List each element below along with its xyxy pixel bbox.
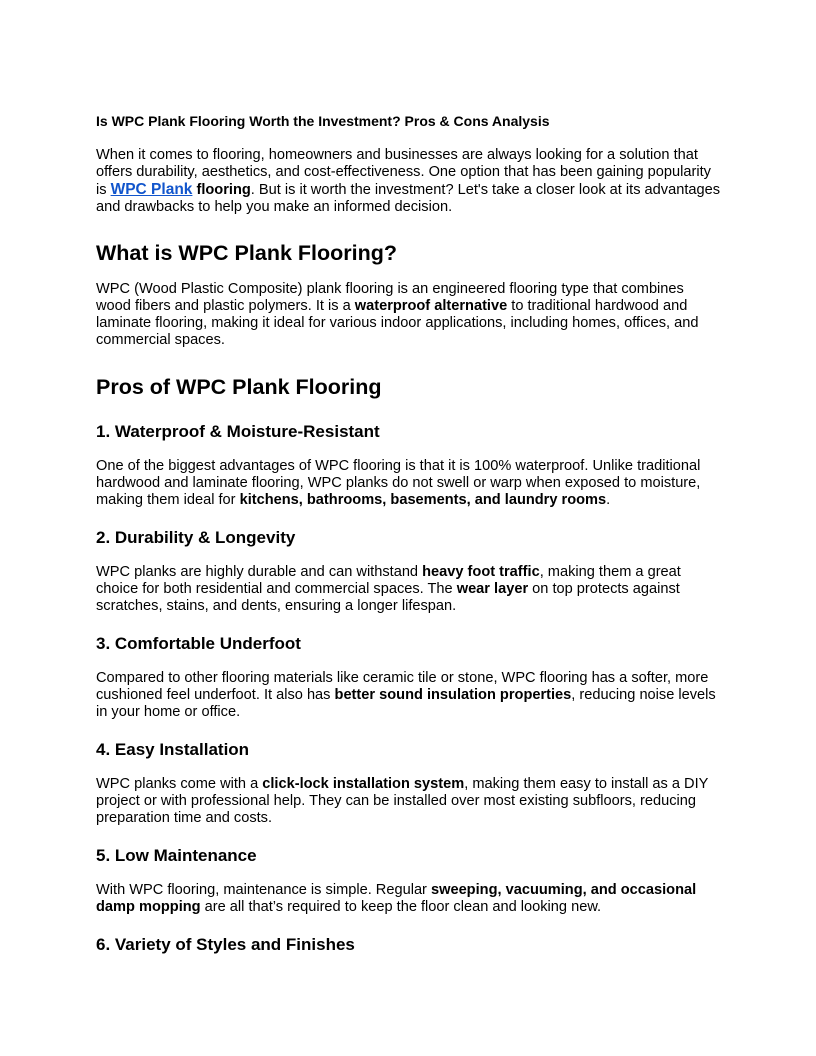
what-is-bold: waterproof alternative <box>354 298 508 314</box>
section-text: , making them a great choice for both residential and commercial spaces. The <box>96 564 681 597</box>
section-bold: sweeping, vacuuming, and occasional damp mopping <box>96 882 697 915</box>
intro-text: When it comes to flooring, homeowners and businesses are always looking for a solution that offers durability, aesthetics, and cost-effectiveness. One option that has been gaining popularity is <box>96 147 711 198</box>
section-text: WPC planks come with a <box>96 776 263 792</box>
section-text-end: are all that’s required to keep the floor clean and looking new. <box>200 899 602 915</box>
section-paragraph-waterproof <box>96 458 720 509</box>
what-is-heading: What is WPC Plank Flooring? <box>96 241 397 265</box>
section-text: With WPC flooring, maintenance is simple. Regular <box>96 882 431 898</box>
what-is-paragraph <box>96 281 720 349</box>
pros-heading: Pros of WPC Plank Flooring <box>96 375 382 399</box>
section-bold: kitchens, bathrooms, basements, and laundry rooms <box>239 492 607 508</box>
section-paragraph-durability <box>96 564 720 615</box>
section-heading-comfort: 3. Comfortable Underfoot <box>96 634 301 653</box>
section-text-end: on top protects against scratches, stains, and dents, ensuring a longer lifespan. <box>96 581 680 614</box>
section-paragraph-installation <box>96 776 720 827</box>
section-text-end: , reducing noise levels in your home or office. <box>96 687 716 720</box>
section-heading-installation: 4. Easy Installation <box>96 740 250 759</box>
wpc-plank-link[interactable]: WPC Plank <box>110 181 193 198</box>
intro-paragraph <box>96 147 720 216</box>
what-is-text-end: to traditional hardwood and laminate flooring, making it ideal for various indoor applications, including homes, offices, and commercial spaces. <box>96 298 699 348</box>
section-paragraph-maintenance <box>96 882 720 916</box>
intro-bold-flooring: flooring <box>192 182 251 198</box>
section-heading-maintenance: 5. Low Maintenance <box>96 846 257 865</box>
section-paragraph-comfort <box>96 670 720 721</box>
section-heading-waterproof: 1. Waterproof & Moisture-Resistant <box>96 422 380 441</box>
section-bold: wear layer <box>456 581 529 597</box>
section-text: WPC planks are highly durable and can withstand <box>96 564 423 580</box>
section-text: One of the biggest advantages of WPC flooring is that it is 100% waterproof. Unlike traditional hardwood and laminate flooring, WPC planks do not swell or warp when exposed to moisture, making them ideal for <box>96 458 701 508</box>
intro-text-end: . But is it worth the investment? Let's take a closer look at its advantages and drawbacks to help you make an informed decision. <box>96 182 721 215</box>
document-title: Is WPC Plank Flooring Worth the Investment? Pros & Cons Analysis <box>96 113 550 129</box>
section-bold: better sound insulation properties <box>334 687 572 703</box>
section-text-end: . <box>606 492 611 508</box>
section-heading-styles: 6. Variety of Styles and Finishes <box>96 935 355 954</box>
section-bold: click-lock installation system <box>262 776 465 792</box>
what-is-text: WPC (Wood Plastic Composite) plank flooring is an engineered flooring type that combines wood fibers and plastic polymers. It is a <box>96 281 684 314</box>
document-body <box>96 112 720 955</box>
section-bold: heavy foot traffic <box>422 564 540 580</box>
section-text: Compared to other flooring materials like ceramic tile or stone, WPC flooring has a softer, more cushioned feel underfoot. It also has <box>96 670 709 703</box>
section-heading-durability: 2. Durability & Longevity <box>96 528 296 547</box>
section-text-end: , making them easy to install as a DIY project or with professional help. They can be installed over most existing subfloors, reducing preparation time and costs. <box>96 776 709 826</box>
